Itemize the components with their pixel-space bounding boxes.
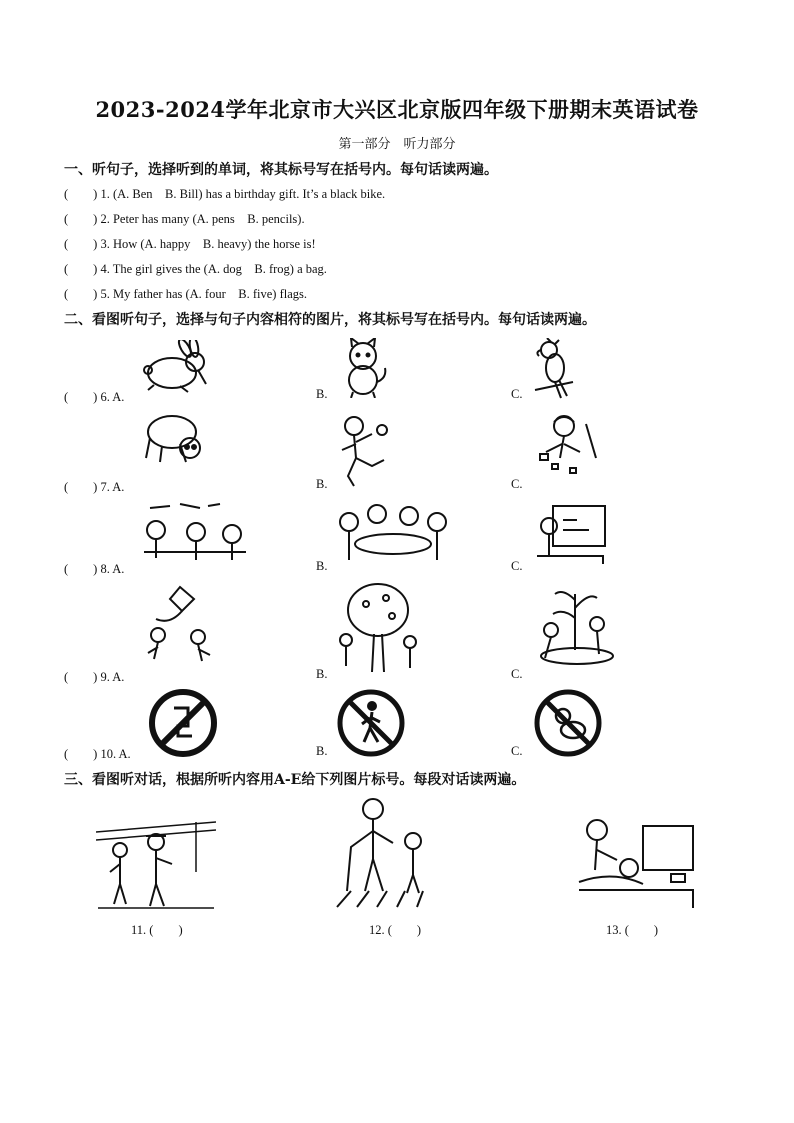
q11-caption: 11. ( ) [131, 923, 183, 937]
q8-option-c: C. [511, 559, 523, 573]
q8-option-b: B. [316, 559, 328, 573]
question-3: ( ) 3. How (A. happy B. heavy) the horse is! [64, 237, 316, 251]
q7-option-b: B. [316, 477, 328, 491]
q13-caption: 13. ( ) [606, 923, 659, 937]
question-5: ( ) 5. My father has (A. four B. five) flags. [64, 287, 307, 301]
q7-option-c: C. [511, 477, 523, 491]
page-subtitle: 第一部分 听力部分 [338, 137, 456, 152]
no-dogs-icon [533, 688, 603, 758]
girl-playing-icon [530, 412, 600, 477]
sick-child-icon [573, 810, 698, 910]
page-title: 2023-2024学年北京市大兴区北京版四年级下册期末英语试卷 [95, 97, 699, 122]
boy-kicking-icon [336, 414, 391, 489]
picnic-icon [140, 502, 250, 567]
q12-caption: 12. ( ) [369, 923, 422, 937]
kite-icon [140, 585, 220, 665]
q8-label: ( ) 8. A. [64, 562, 125, 576]
q9-label: ( ) 9. A. [64, 670, 125, 684]
section2-heading: 二、看图听句子，选择与句子内容相符的图片，将其标号写在括号内。每句话读两遍。 [64, 312, 596, 328]
q6-option-b: B. [316, 387, 328, 401]
section3-heading: 三、看图听对话，根据所听内容用A-E给下列图片标号。每段对话读两遍。 [64, 772, 526, 788]
rabbit-icon [140, 340, 215, 395]
sloth-icon [140, 412, 210, 467]
q10-label: ( ) 10. A. [64, 747, 131, 761]
q7-label: ( ) 7. A. [64, 480, 125, 494]
q10-option-b: B. [316, 744, 328, 758]
q9-option-b: B. [316, 667, 328, 681]
parrot-icon [533, 338, 578, 400]
q6-label: ( ) 6. A. [64, 390, 125, 404]
family-dinner-icon [335, 502, 450, 564]
no-walking-icon [336, 688, 406, 758]
q6-option-c: C. [511, 387, 523, 401]
tree-planting-icon [533, 580, 618, 670]
police-crossing-icon [96, 812, 216, 912]
cat-icon [333, 338, 393, 398]
q10-option-c: C. [511, 744, 523, 758]
question-1: ( ) 1. (A. Ben B. Bill) has a birthday gift. It’s a black bike. [64, 187, 386, 201]
section1-heading: 一、听句子，选择听到的单词，将其标号写在括号内。每句话读两遍。 [64, 162, 498, 178]
q9-option-c: C. [511, 667, 523, 681]
question-4: ( ) 4. The girl gives the (A. dog B. frog) a bag. [64, 262, 327, 276]
question-2: ( ) 2. Peter has many (A. pens B. pencils). [64, 212, 305, 226]
classroom-icon [533, 500, 608, 565]
apple-tree-icon [332, 580, 427, 675]
zebra-crossing-icon [333, 795, 443, 913]
no-tipping-icon [148, 688, 218, 758]
